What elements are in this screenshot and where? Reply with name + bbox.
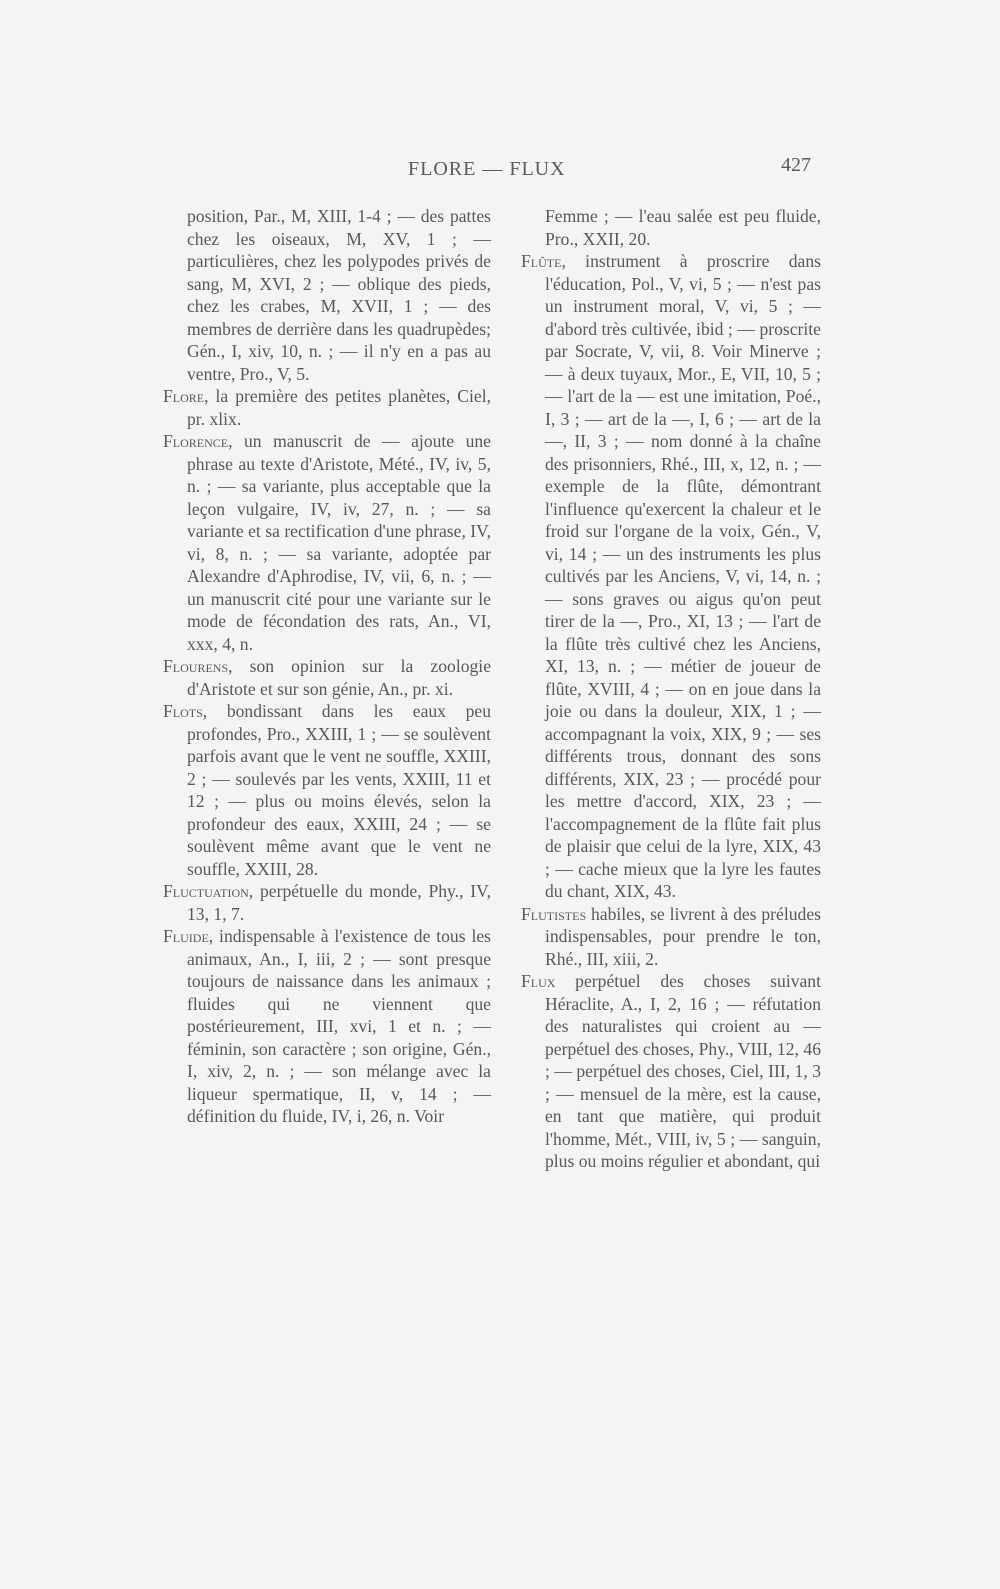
index-entry-florence [163,430,491,655]
left-column [163,205,491,1128]
page-number: 427 [781,154,811,176]
entry-text: , indispensable à l'existence de tous les animaux, An., I, iii, 2 ; — sont presque toujours de naissance dans les animaux ; fluides qui ne viennent que postérieurement, III, xvi, 1 et n. ; — féminin, son caractère ; son origine, Gén., I, xiv, 2, n. ; — son mélange avec la liqueur spermatique, II, v, 14 ; — définition du fluide, IV, i, 26, n. Voir [187,926,491,1126]
entry-headword: Flux [521,971,556,991]
continuation-text: position, Par., M, XIII, 1-4 ; — des pattes chez les oiseaux, M, XV, 1 ; — particulières, chez les polypodes privés de sang, M, XVI, 2 ; — oblique des pieds, chez les crabes, M, XVII, 1 ; — des membres de derrière dans les quadrupèdes; Gén., I, xiv, 10, n. ; — il n'y en a pas au ventre, Pro., V, 5. [187,206,491,384]
entry-headword: Florence [163,431,229,451]
index-entry-flore [163,385,491,430]
entry-headword: Flore [163,386,205,406]
entry-headword: Flutistes [521,903,587,924]
entry-headword: Flûte [521,251,562,271]
entry-text: habiles, se livrent à des préludes indispensables, pour prendre le ton, Rhé., III, xiii, 2. [545,903,821,969]
entry-headword: Fluctuation [163,881,249,901]
entry-headword: Flourens [163,656,229,676]
index-entry-flourens [163,655,491,700]
index-entry-fluide [163,925,491,1128]
entry-text: , la première des petites planètes, Ciel, pr. xlix. [187,386,491,429]
index-entry-fluctuation [163,880,491,925]
index-entry-flutistes [521,903,821,971]
entry-text: , son opinion sur la zoologie d'Aristote et sur son génie, An., pr. xi. [187,656,491,699]
entry-text: , instrument à proscrire dans l'éducation, Pol., V, vi, 5 ; — n'est pas un instrument moral, V, vi, 5 ; — d'abord très cultivée, ibid ; — proscrite par Socrate, V, vii, 8. Voir Minerve ; — à deux tuyaux, Mor., E, VII, 10, 5 ; — l'art de la — est une imitation, Poé., I, 3 ; — art de la —, I, 6 ; — art de la —, II, 3 ; — nom donné à la chaîne des prisonniers, Rhé., III, x, 12, n. ; — exemple de la flûte, démontrant l'influence qu'exercent la chaleur et le froid sur l'organe de la voix, Gén., V, vi, 14 ; — un des instruments les plus cultivés par les Anciens, V, vi, 14, n. ; — sons graves ou aigus qu'on peut tirer de la —, Pro., XI, 13 ; — l'art de la flûte très cultivé chez les Anciens, XI, 13, n. ; — métier de joueur de flûte, XVIII, 4 ; — on en joue dans la joie ou dans la douleur, XIX, 1 ; — accompagnant la voix, XIX, 9 ; — ses différents trous, donnant des sons différents, XIX, 23 ; — procédé pour les mettre d'accord, XIX, 23 ; — l'accompagnement de la flûte fait plus de plaisir que celui de la lyre, XIX, 43 ; — cache mieux que la lyre les fautes du chant, XIX, 43. [545,251,821,901]
index-entry-flute [521,250,821,903]
entry-headword: Flots [163,701,203,721]
right-column [521,205,821,1173]
entry-text: perpétuel des choses suivant Héraclite, A., I, 2, 16 ; — réfutation des naturalistes qui croient au — perpétuel des choses, Phy., VIII, 12, 46 ; — perpétuel des choses, Ciel, III, 1, 3 ; — mensuel de la mère, est la cause, en tant que matière, qui produit l'homme, Mét., VIII, iv, 5 ; — sanguin, plus ou moins régulier et abondant, qui [545,971,821,1171]
index-entry-flux [521,970,821,1173]
continuation-text: Femme ; — l'eau salée est peu fluide, Pro., XXII, 20. [545,206,821,249]
entry-text: , perpétuelle du monde, Phy., IV, 13, 1, 7. [187,881,491,924]
index-entry-flots [163,700,491,880]
entry-headword: Fluide [163,926,209,946]
running-head: FLORE — FLUX [408,158,566,180]
entry-text: , bondissant dans les eaux peu profondes, Pro., XXIII, 1 ; — se soulèvent parfois avant que le vent ne souffle, XXIII, 2 ; — soulevés par les vents, XXIII, 11 et 12 ; — plus ou moins élevés, selon la profondeur des eaux, XXIII, 24 ; — se soulèvent même avant que le vent ne souffle, XXIII, 28. [187,701,491,879]
entry-text: , un manuscrit de — ajoute une phrase au texte d'Aristote, Mété., IV, iv, 5, n. ; — sa variante, plus acceptable que la leçon vulgaire, IV, iv, 27, n. ; — sa variante et sa rectification d'une phrase, IV, vi, 8, n. ; — sa variante, adoptée par Alexandre d'Aphrodise, IV, vii, 6, n. ; — un manuscrit cité pour une variante sur le mode de fécondation des rats, An., VI, xxx, 4, n. [187,431,491,654]
